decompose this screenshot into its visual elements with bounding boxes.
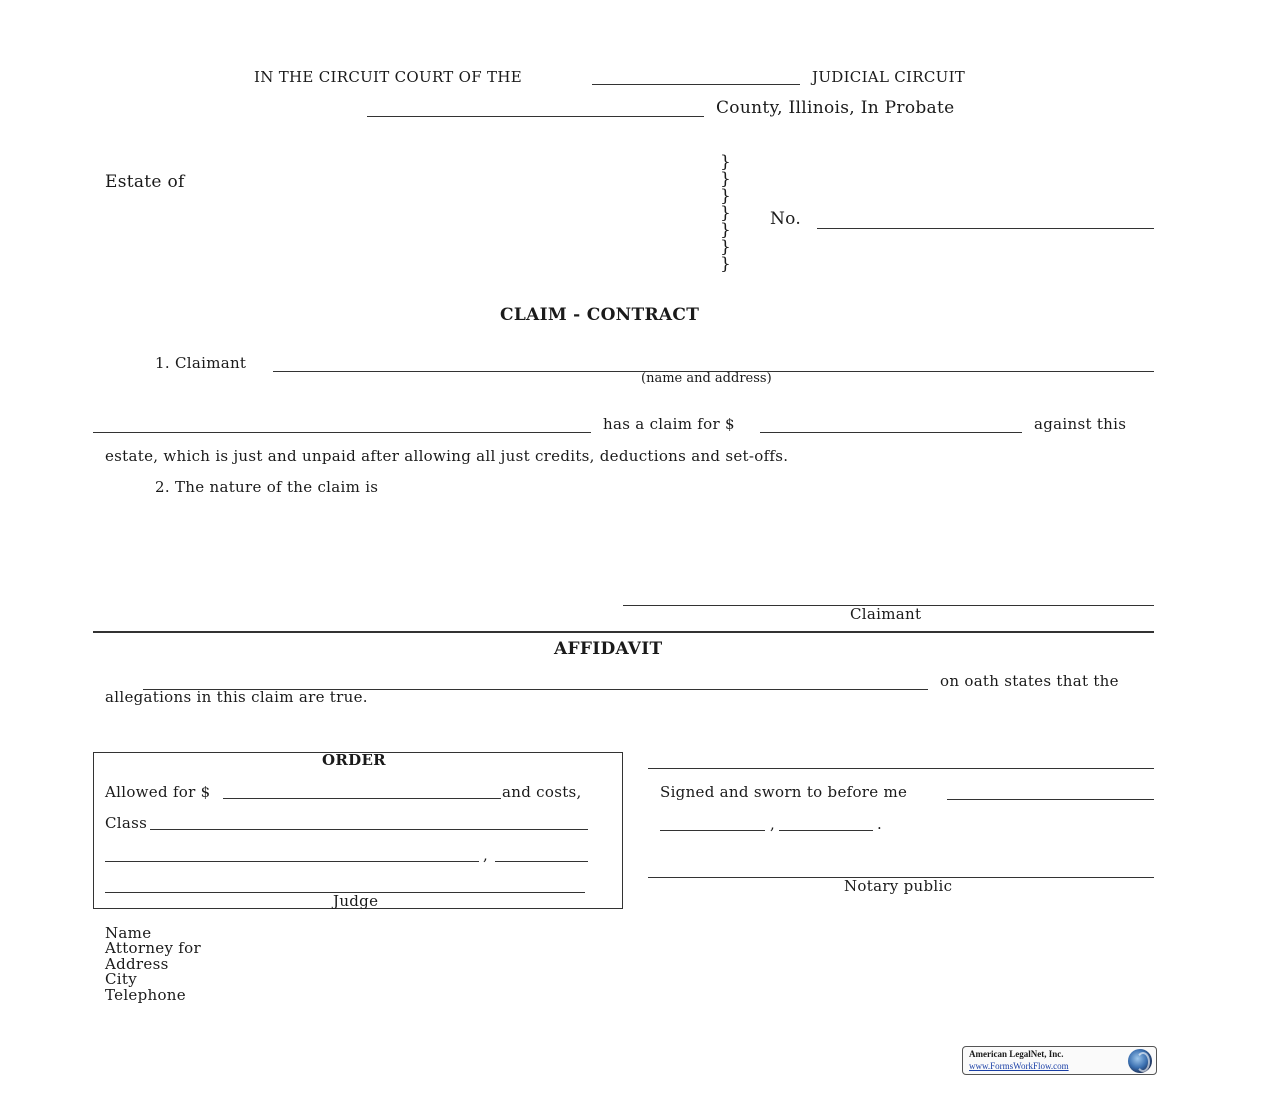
against-this-label: against this	[1034, 415, 1127, 433]
affidavit-title: AFFIDAVIT	[554, 639, 663, 659]
section-divider	[93, 631, 1154, 633]
caption-brace: }	[720, 203, 731, 223]
signed-sworn-label: Signed and sworn to before me	[660, 783, 908, 801]
allegations-statement: allegations in this claim are true.	[105, 688, 368, 706]
affiant-signature-line[interactable]	[648, 768, 1154, 769]
estate-statement: estate, which is just and unpaid after allowing all just credits, deductions and set-offs.	[105, 447, 789, 465]
class-label: Class	[105, 814, 148, 832]
county-field[interactable]	[367, 116, 704, 117]
forms-workflow-logo[interactable]	[962, 1046, 1157, 1075]
globe-icon	[1128, 1049, 1152, 1073]
has-claim-for-label: has a claim for $	[603, 415, 735, 433]
estate-of-label: Estate of	[105, 172, 185, 192]
claimant-label: 1. Claimant	[155, 354, 247, 372]
attorney-for-label: Attorney for	[105, 939, 201, 957]
county-heading: County, Illinois, In Probate	[716, 98, 955, 118]
claim-amount-field[interactable]	[760, 432, 1022, 433]
case-number-field[interactable]	[817, 228, 1154, 229]
caption-brace: }	[720, 237, 731, 257]
oath-statement: on oath states that the	[940, 672, 1119, 690]
document-title: CLAIM - CONTRACT	[500, 305, 700, 325]
attorney-telephone-label: Telephone	[105, 986, 186, 1004]
judge-label: Judge	[333, 892, 379, 910]
caption-brace: }	[720, 220, 731, 240]
court-heading-suffix: JUDICIAL CIRCUIT	[812, 68, 966, 86]
attorney-city-label: City	[105, 970, 137, 988]
order-box	[93, 752, 623, 909]
claimant-continuation-field[interactable]	[93, 432, 591, 433]
sworn-comma: ,	[770, 815, 776, 833]
allowed-amount-field[interactable]	[223, 798, 501, 799]
attorney-name-label: Name	[105, 924, 152, 942]
logo-company-name: American LegalNet, Inc.	[969, 1049, 1064, 1059]
logo-url-link[interactable]: www.FormsWorkFlow.com	[969, 1061, 1069, 1071]
case-number-label: No.	[770, 209, 802, 229]
order-title: ORDER	[322, 751, 386, 769]
order-date-comma: ,	[483, 846, 489, 864]
caption-brace: }	[720, 186, 731, 206]
claimant-signature-label: Claimant	[850, 605, 922, 623]
class-field[interactable]	[150, 829, 588, 830]
caption-brace: }	[720, 152, 731, 172]
court-heading-prefix: IN THE CIRCUIT COURT OF THE	[254, 68, 522, 86]
name-address-hint: (name and address)	[641, 371, 772, 386]
and-costs-label: and costs,	[502, 783, 582, 801]
order-date-field[interactable]	[105, 861, 479, 862]
caption-brace: }	[720, 169, 731, 189]
sworn-year-field[interactable]	[779, 830, 873, 831]
sworn-day-field[interactable]	[660, 830, 765, 831]
nature-of-claim-label: 2. The nature of the claim is	[155, 478, 379, 496]
notary-public-label: Notary public	[844, 877, 953, 895]
attorney-address-label: Address	[105, 955, 169, 973]
caption-brace: }	[720, 254, 731, 274]
order-year-field[interactable]	[495, 861, 588, 862]
judicial-circuit-field[interactable]	[592, 84, 800, 85]
allowed-for-label: Allowed for $	[105, 783, 211, 801]
sworn-date-field[interactable]	[947, 799, 1154, 800]
sworn-period: .	[877, 815, 883, 833]
